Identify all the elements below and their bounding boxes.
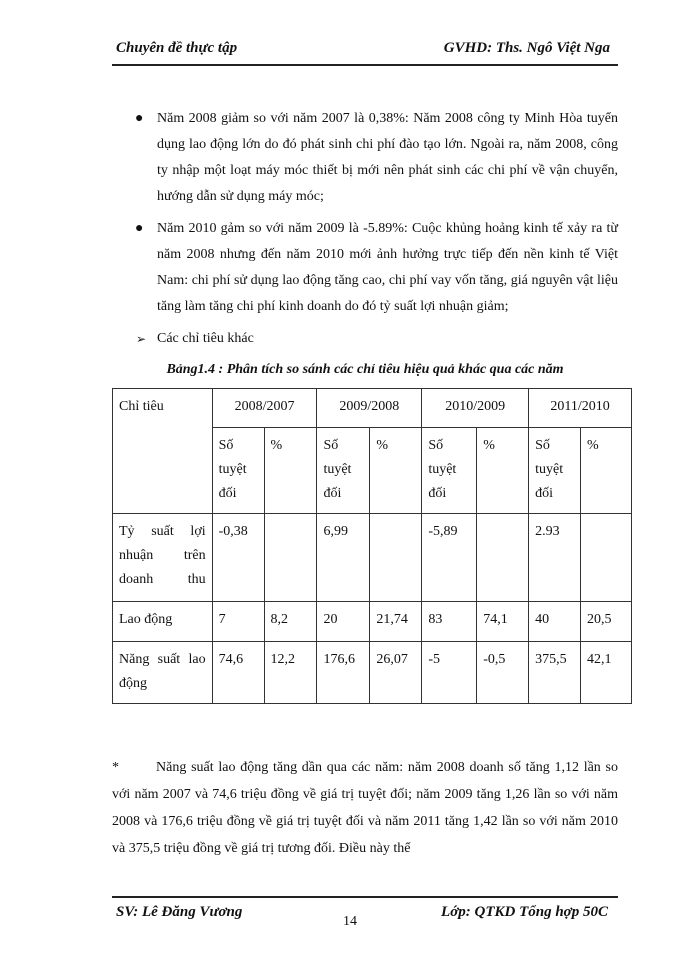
bullet-dot-icon: ● xyxy=(135,111,144,126)
table-cell: 74,6 xyxy=(212,642,264,704)
bullet-text: Năm 2010 gảm so với năm 2009 là -5.89%: Cuộc khủng hoảng kinh tế xảy ra từ năm 2008 nhưng đến năm 2010 mới ảnh hưởng trực tiếp đến nền kinh tế Việt Nam: chi phí sử dụng lao động tăng cao, chi phí vay vốn tăng, giá nguyên vật liệu tăng làm tăng chi phí kinh doanh do đó tỷ suất lợi nhuận giảm; xyxy=(157,221,618,314)
table-cell: -0,38 xyxy=(212,514,264,602)
table-cell: 7 xyxy=(212,602,264,642)
table-row xyxy=(113,602,632,642)
period-header: 2009/2008 xyxy=(317,389,422,428)
data-table xyxy=(112,388,632,704)
table-cell: 176,6 xyxy=(317,642,370,704)
table-cell: -0,5 xyxy=(477,642,529,704)
sub-header-pct: % xyxy=(477,428,529,514)
table-cell: 83 xyxy=(422,602,477,642)
row-label: Lao động xyxy=(113,602,213,642)
arrow-right-icon: ➢ xyxy=(136,332,147,346)
sub-header-abs: Số tuyệt đối xyxy=(212,428,264,514)
period-header: 2010/2009 xyxy=(422,389,529,428)
bullet-text: Năm 2008 giảm so với năm 2007 là 0,38%: Năm 2008 công ty Minh Hòa tuyển dụng lao động lớn do đó phát sinh chi phí đào tạo lớn. Ngoài ra, năm 2008, công ty nhập một loạt máy móc thiết bị mới nên phát sinh các chi phí về vận chuyển, hướng dẫn sử dụng máy móc; xyxy=(157,111,618,204)
arrow-item-text: Các chỉ tiêu khác xyxy=(157,331,254,346)
main-content xyxy=(112,106,618,704)
table-row xyxy=(113,514,632,602)
table-cell xyxy=(264,514,317,602)
table-cell xyxy=(477,514,529,602)
table-cell: -5,89 xyxy=(422,514,477,602)
table-cell: 42,1 xyxy=(581,642,632,704)
page-number: 14 xyxy=(343,914,357,929)
bullet-dot-icon: ● xyxy=(135,221,144,236)
table-cell: -5 xyxy=(422,642,477,704)
sub-header-abs: Số tuyệt đối xyxy=(529,428,581,514)
page-header xyxy=(112,38,618,66)
table-row xyxy=(113,642,632,704)
row-label: Tỷ suất lợi nhuận trên doanh thu xyxy=(113,514,213,602)
sub-header-pct: % xyxy=(264,428,317,514)
sub-header-pct: % xyxy=(370,428,422,514)
table-cell: 26,07 xyxy=(370,642,422,704)
star-marker: * xyxy=(112,760,119,775)
table-cell xyxy=(370,514,422,602)
arrow-item xyxy=(112,326,618,352)
sub-header-abs: Số tuyệt đối xyxy=(422,428,477,514)
table-cell: 375,5 xyxy=(529,642,581,704)
table-cell: 12,2 xyxy=(264,642,317,704)
table-cell: 2.93 xyxy=(529,514,581,602)
after-paragraph xyxy=(112,754,618,862)
table-corner-header: Chỉ tiêu xyxy=(113,389,213,514)
header-left: Chuyên đề thực tập xyxy=(116,40,238,56)
footer-left: SV: Lê Đăng Vương xyxy=(116,904,243,920)
table-cell: 20 xyxy=(317,602,370,642)
table-cell: 74,1 xyxy=(477,602,529,642)
table-cell: 40 xyxy=(529,602,581,642)
header-right: GVHD: Ths. Ngô Việt Nga xyxy=(443,40,610,56)
bullet-item xyxy=(112,216,618,320)
period-header: 2011/2010 xyxy=(529,389,632,428)
table-title: Bảng1.4 : Phân tích so sánh các chỉ tiêu hiệu quả khác qua các năm xyxy=(166,362,564,377)
period-header: 2008/2007 xyxy=(212,389,317,428)
table-cell: 6,99 xyxy=(317,514,370,602)
table-cell: 20,5 xyxy=(581,602,632,642)
table-cell: 8,2 xyxy=(264,602,317,642)
footer-right: Lớp: QTKD Tổng hợp 50C xyxy=(441,904,608,920)
sub-header-abs: Số tuyệt đối xyxy=(317,428,370,514)
bullet-item xyxy=(112,106,618,210)
table-cell xyxy=(581,514,632,602)
table-cell: 21,74 xyxy=(370,602,422,642)
after-paragraph-text: Năng suất lao động tăng dần qua các năm: năm 2008 doanh số tăng 1,12 lần so với năm 2007 và 74,6 triệu đồng về giá trị tuyệt đối; năm 2009 tăng 1,26 lần so với năm 2008 và 176,6 triệu đồng về giá trị tuyệt đối và năm 2011 tăng 1,42 lần so với năm 2010 và 375,5 triệu đồng về giá trị tương đối. Điều này thể xyxy=(112,760,618,856)
row-label: Năng suất lao động xyxy=(113,642,213,704)
sub-header-pct: % xyxy=(581,428,632,514)
